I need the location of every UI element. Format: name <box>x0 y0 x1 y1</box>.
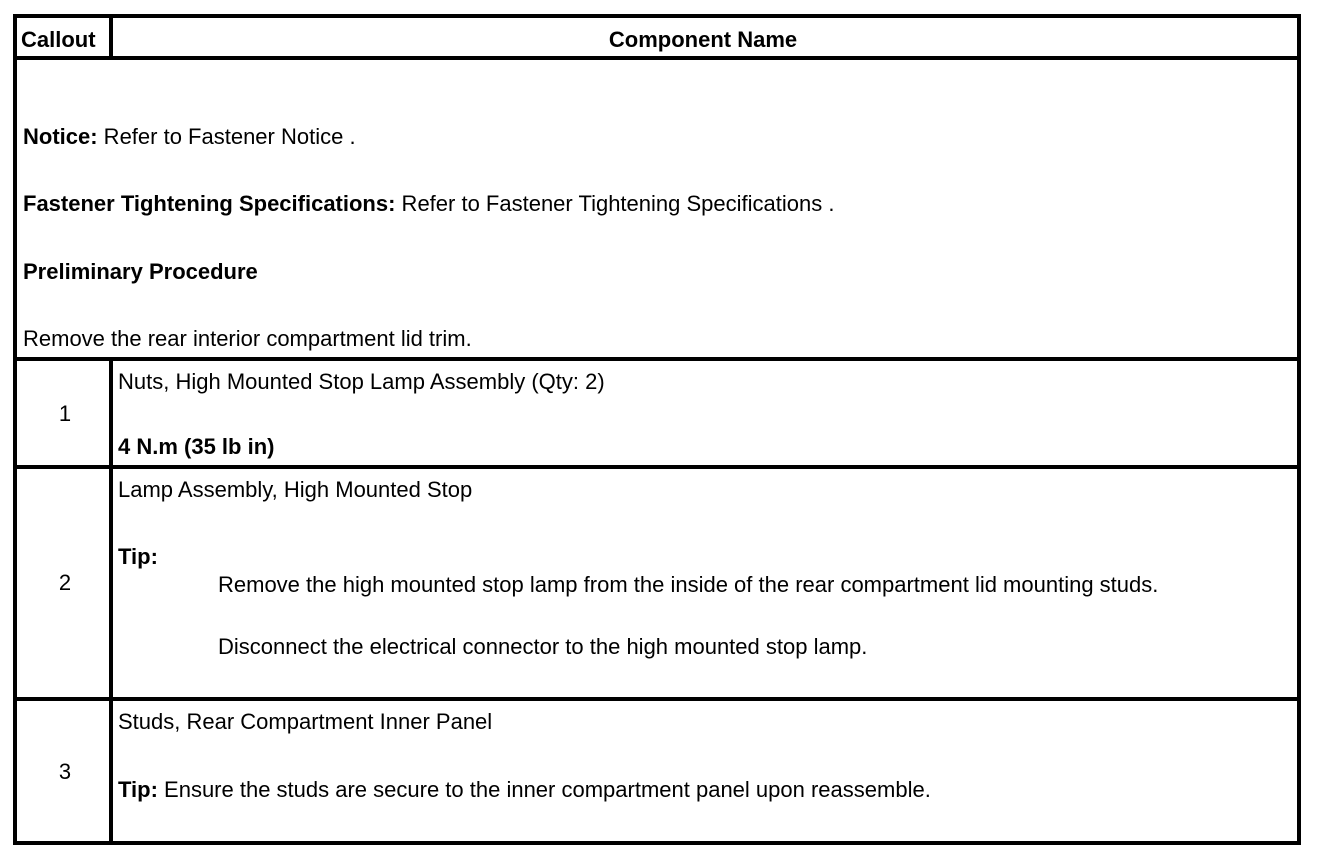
row-2-callout-cell <box>13 465 113 701</box>
row-2-tip-line-2: Disconnect the electrical connector to the high mounted stop lamp. <box>218 634 868 659</box>
intro-cell <box>13 56 1301 361</box>
preliminary-step: Remove the rear interior compartment lid trim. <box>23 326 472 351</box>
row-1-name: Nuts, High Mounted Stop Lamp Assembly (Qty: 2) <box>118 369 605 394</box>
preliminary-heading: Preliminary Procedure <box>23 259 258 284</box>
spec-text: Refer to Fastener Tightening Specifications . <box>395 191 835 216</box>
header-component-label: Component Name <box>608 27 798 52</box>
procedure-table <box>13 14 1301 845</box>
row-3-tip-label: Tip: <box>118 777 158 802</box>
row-1-component-cell <box>109 357 1301 469</box>
notice-label: Notice: <box>23 124 98 149</box>
row-1-torque: 4 N.m (35 lb in) <box>118 434 275 459</box>
row-3-name: Studs, Rear Compartment Inner Panel <box>118 709 493 734</box>
row-2-tip-label: Tip: <box>118 544 158 569</box>
spec-label: Fastener Tightening Specifications: <box>23 191 396 216</box>
spec-line <box>23 191 834 217</box>
row-3-component-cell <box>109 697 1301 845</box>
row-2-name: Lamp Assembly, High Mounted Stop <box>118 477 473 502</box>
row-2-callout: 2 <box>58 570 72 595</box>
notice-line <box>23 124 356 150</box>
header-callout-label: Callout <box>21 27 96 52</box>
row-3-tip-line <box>118 777 931 803</box>
row-1-callout: 1 <box>58 401 72 426</box>
row-3-tip-text: Ensure the studs are secure to the inner compartment panel upon reassemble. <box>157 777 931 802</box>
header-callout-cell <box>13 14 113 60</box>
row-1-callout-cell <box>13 357 113 469</box>
header-component-cell <box>109 14 1301 60</box>
row-2-tip-line-1: Remove the high mounted stop lamp from the inside of the rear compartment lid mounting studs. <box>218 572 1159 597</box>
row-3-callout: 3 <box>58 759 72 784</box>
notice-text: Refer to Fastener Notice . <box>97 124 356 149</box>
row-2-component-cell <box>109 465 1301 701</box>
row-3-callout-cell <box>13 697 113 845</box>
